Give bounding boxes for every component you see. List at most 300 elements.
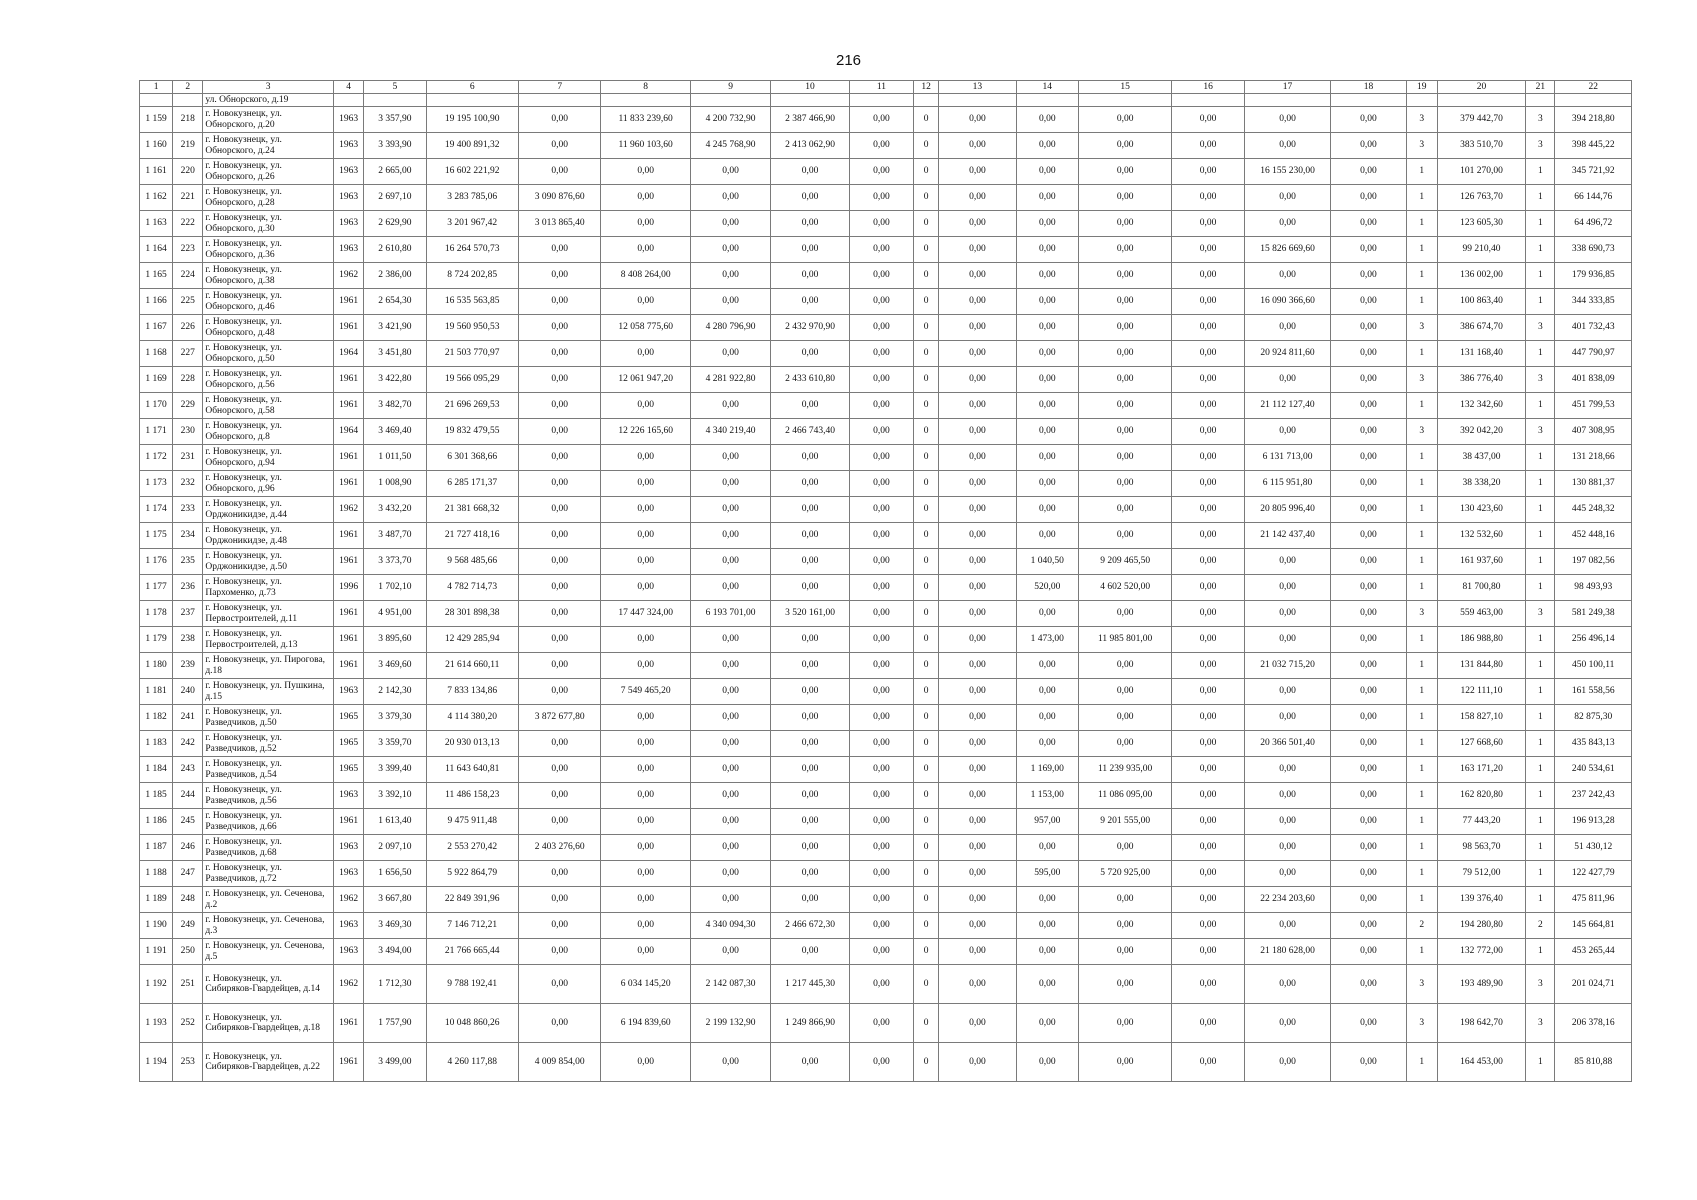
table-cell: 0,00	[690, 185, 770, 211]
table-cell: 1	[1406, 575, 1437, 601]
table-cell: 0,00	[1172, 419, 1244, 445]
table-cell: 0,00	[771, 679, 849, 705]
table-cell: 161 937,60	[1437, 549, 1525, 575]
table-cell: 0,00	[1016, 445, 1078, 471]
table-cell: 1	[1406, 731, 1437, 757]
table-cell: 0,00	[1244, 679, 1330, 705]
table-cell: 1 191	[140, 939, 173, 965]
table-cell: 0,00	[1331, 757, 1406, 783]
table-cell: 1963	[334, 237, 364, 263]
table-cell: 0,00	[849, 887, 913, 913]
table-cell: 0,00	[1016, 497, 1078, 523]
table-cell: 451 799,53	[1555, 393, 1632, 419]
table-cell: 3 667,80	[364, 887, 426, 913]
table-cell: 0,00	[1331, 731, 1406, 757]
table-cell: 0,00	[771, 341, 849, 367]
table-cell: 1962	[334, 263, 364, 289]
table-cell: 3	[1526, 315, 1555, 341]
table-cell: 0,00	[849, 1004, 913, 1043]
table-row	[140, 809, 1632, 835]
table-cell: 1	[1526, 211, 1555, 237]
table-cell: 0,00	[690, 757, 770, 783]
column-header: 7	[518, 81, 600, 94]
table-row	[140, 393, 1632, 419]
column-header: 4	[334, 81, 364, 94]
table-cell: 11 833 239,60	[601, 107, 690, 133]
table-cell: 1 173	[140, 471, 173, 497]
table-cell: 3 494,00	[364, 939, 426, 965]
table-cell: 0,00	[690, 237, 770, 263]
table-cell: 0,00	[939, 523, 1016, 549]
table-cell: 0,00	[1016, 835, 1078, 861]
address-cell: г. Новокузнецк, ул. Обнорского, д.26	[203, 159, 334, 185]
table-cell: 0,00	[939, 289, 1016, 315]
table-cell: 0,00	[601, 705, 690, 731]
table-cell: 1961	[334, 809, 364, 835]
table-cell: 0,00	[939, 211, 1016, 237]
table-cell: 0,00	[690, 1043, 770, 1082]
table-cell: 0,00	[1331, 445, 1406, 471]
table-cell: 0,00	[939, 861, 1016, 887]
table-cell: 0,00	[690, 159, 770, 185]
table-cell: 0,00	[939, 159, 1016, 185]
table-cell: 2 403 276,60	[518, 835, 600, 861]
table-cell: 232	[173, 471, 203, 497]
table-cell: 21 142 437,40	[1244, 523, 1330, 549]
column-header: 1	[140, 81, 173, 94]
table-cell: 0,00	[849, 653, 913, 679]
table-cell: 1965	[334, 705, 364, 731]
column-header: 16	[1172, 81, 1244, 94]
table-cell: 0,00	[1331, 679, 1406, 705]
table-cell: 0,00	[601, 575, 690, 601]
table-cell: 256 496,14	[1555, 627, 1632, 653]
table-cell: 0	[914, 133, 939, 159]
table-cell: 1	[1406, 471, 1437, 497]
table-cell: 0,00	[1244, 705, 1330, 731]
table-row	[140, 887, 1632, 913]
table-cell: 1 170	[140, 393, 173, 419]
address-cell: г. Новокузнецк, ул. Разведчиков, д.56	[203, 783, 334, 809]
table-cell: 196 913,28	[1555, 809, 1632, 835]
table-cell: 0,00	[939, 445, 1016, 471]
table-cell: 0	[914, 393, 939, 419]
table-cell: 0,00	[1244, 107, 1330, 133]
table-cell: 1963	[334, 185, 364, 211]
table-cell: 1 188	[140, 861, 173, 887]
table-cell: 22 234 203,60	[1244, 887, 1330, 913]
address-cell: г. Новокузнецк, ул. Разведчиков, д.68	[203, 835, 334, 861]
table-cell: 0,00	[601, 471, 690, 497]
table-cell: 7 833 134,86	[426, 679, 518, 705]
table-cell: 0,00	[771, 289, 849, 315]
table-cell: 131 168,40	[1437, 341, 1525, 367]
table-cell: 1	[1526, 887, 1555, 913]
table-cell: 0,00	[1078, 731, 1172, 757]
table-cell: 0,00	[1172, 107, 1244, 133]
table-cell: 0,00	[1244, 315, 1330, 341]
table-cell: 0,00	[771, 471, 849, 497]
table-cell: 16 602 221,92	[426, 159, 518, 185]
table-cell: 0,00	[1078, 601, 1172, 627]
table-cell: 0,00	[1244, 549, 1330, 575]
table-cell: 19 195 100,90	[426, 107, 518, 133]
table-cell: 1	[1406, 679, 1437, 705]
table-cell: 9 201 555,00	[1078, 809, 1172, 835]
table-cell: 132 342,60	[1437, 393, 1525, 419]
table-cell: 0,00	[1172, 471, 1244, 497]
table-cell: 0,00	[1244, 419, 1330, 445]
address-cell: г. Новокузнецк, ул. Разведчиков, д.72	[203, 861, 334, 887]
table-cell: 447 790,97	[1555, 341, 1632, 367]
table-cell: 0,00	[939, 133, 1016, 159]
table-cell: 4 200 732,90	[690, 107, 770, 133]
table-cell: 220	[173, 159, 203, 185]
table-cell: 386 674,70	[1437, 315, 1525, 341]
table-cell: 0,00	[939, 107, 1016, 133]
table-cell: 0,00	[771, 1043, 849, 1082]
table-cell: 233	[173, 497, 203, 523]
table-cell: 11 960 103,60	[601, 133, 690, 159]
column-header: 3	[203, 81, 334, 94]
table-cell: 1 186	[140, 809, 173, 835]
table-cell: 21 180 628,00	[1244, 939, 1330, 965]
table-cell: 0,00	[849, 731, 913, 757]
table-cell: 0,00	[1016, 705, 1078, 731]
table-cell: 0,00	[1078, 133, 1172, 159]
table-cell: 0,00	[1172, 783, 1244, 809]
table-cell: 1	[1526, 159, 1555, 185]
table-cell: 3 469,30	[364, 913, 426, 939]
table-cell: 435 843,13	[1555, 731, 1632, 757]
table-cell: 0,00	[1172, 549, 1244, 575]
table-cell: 0,00	[939, 705, 1016, 731]
table-cell: 20 924 811,60	[1244, 341, 1330, 367]
table-cell: 1	[1406, 263, 1437, 289]
table-cell: 131 218,66	[1555, 445, 1632, 471]
table-cell: 1 183	[140, 731, 173, 757]
address-cell: г. Новокузнецк, ул. Обнорского, д.28	[203, 185, 334, 211]
table-cell: 19 400 891,32	[426, 133, 518, 159]
table-cell: 240	[173, 679, 203, 705]
table-cell: 0,00	[771, 159, 849, 185]
address-cell: г. Новокузнецк, ул. Орджоникидзе, д.50	[203, 549, 334, 575]
table-cell: 0,00	[849, 627, 913, 653]
table-cell: 0,00	[601, 887, 690, 913]
table-cell: 0,00	[601, 211, 690, 237]
table-cell: 223	[173, 237, 203, 263]
table-cell: 957,00	[1016, 809, 1078, 835]
table-cell: 2 466 672,30	[771, 913, 849, 939]
table-cell: 0,00	[1078, 705, 1172, 731]
address-cell: г. Новокузнецк, ул. Обнорского, д.36	[203, 237, 334, 263]
table-cell: 3 469,60	[364, 653, 426, 679]
table-cell: 1963	[334, 835, 364, 861]
table-cell: 0,00	[1172, 133, 1244, 159]
table-cell: 383 510,70	[1437, 133, 1525, 159]
column-header: 22	[1555, 81, 1632, 94]
table-cell: 0,00	[849, 523, 913, 549]
table-cell: 1 179	[140, 627, 173, 653]
table-cell: 0,00	[690, 783, 770, 809]
table-cell: 3	[1526, 965, 1555, 1004]
table-cell: 0,00	[1078, 263, 1172, 289]
table-cell: 0,00	[518, 471, 600, 497]
table-cell: 0,00	[1078, 341, 1172, 367]
table-cell: 0,00	[849, 159, 913, 185]
column-header: 13	[939, 81, 1016, 94]
table-cell: 253	[173, 1043, 203, 1082]
table-cell: 3	[1526, 133, 1555, 159]
table-cell: 0,00	[601, 549, 690, 575]
table-cell: 394 218,80	[1555, 107, 1632, 133]
table-cell: 82 875,30	[1555, 705, 1632, 731]
table-cell: 3 283 785,06	[426, 185, 518, 211]
table-cell: 0,00	[1172, 211, 1244, 237]
table-cell: 0,00	[1016, 185, 1078, 211]
table-cell: 1	[1406, 861, 1437, 887]
table-cell: 0,00	[1331, 341, 1406, 367]
table-cell: 226	[173, 315, 203, 341]
table-cell: 0,00	[601, 523, 690, 549]
table-cell: 0,00	[1172, 237, 1244, 263]
column-header: 6	[426, 81, 518, 94]
table-cell: 0,00	[939, 471, 1016, 497]
table-cell: 1 167	[140, 315, 173, 341]
table-cell: 1961	[334, 367, 364, 393]
table-cell: 237 242,43	[1555, 783, 1632, 809]
table-cell: 6 285 171,37	[426, 471, 518, 497]
table-cell: 1 175	[140, 523, 173, 549]
table-cell: 0,00	[1078, 965, 1172, 1004]
table-cell: 0,00	[771, 783, 849, 809]
table-cell: 0,00	[1172, 341, 1244, 367]
table-cell: 0	[914, 1004, 939, 1043]
table-cell: 1	[1526, 289, 1555, 315]
table-cell: 0,00	[1016, 1043, 1078, 1082]
table-cell: 1	[1526, 575, 1555, 601]
table-cell: 77 443,20	[1437, 809, 1525, 835]
table-cell: 1961	[334, 1004, 364, 1043]
table-cell: 2	[1526, 913, 1555, 939]
table-cell: 0,00	[1078, 497, 1172, 523]
table-cell: 251	[173, 965, 203, 1004]
table-cell: 219	[173, 133, 203, 159]
table-cell: 0,00	[518, 315, 600, 341]
table-cell: 1 181	[140, 679, 173, 705]
table-cell: 0,00	[518, 341, 600, 367]
table-cell: 0	[914, 341, 939, 367]
table-cell: 0,00	[1172, 263, 1244, 289]
table-cell: 0,00	[1331, 913, 1406, 939]
table-cell: 3	[1526, 367, 1555, 393]
table-cell: 0	[914, 315, 939, 341]
table-cell: 0,00	[1172, 1043, 1244, 1082]
table-cell: 0,00	[518, 1004, 600, 1043]
table-row	[140, 523, 1632, 549]
table-cell: 6 194 839,60	[601, 1004, 690, 1043]
table-cell: 0,00	[771, 861, 849, 887]
table-cell: 0,00	[1331, 237, 1406, 263]
table-cell: 0,00	[1331, 211, 1406, 237]
table-cell: 0,00	[1078, 653, 1172, 679]
table-cell: 450 100,11	[1555, 653, 1632, 679]
table-cell: 6 115 951,80	[1244, 471, 1330, 497]
table-cell: 0,00	[771, 757, 849, 783]
table-cell: 6 034 145,20	[601, 965, 690, 1004]
table-cell: 0,00	[849, 315, 913, 341]
table-cell: 0,00	[771, 653, 849, 679]
table-cell: 11 239 935,00	[1078, 757, 1172, 783]
table-cell: 0,00	[1172, 653, 1244, 679]
table-cell: 11 985 801,00	[1078, 627, 1172, 653]
table-cell: 0,00	[690, 887, 770, 913]
table-cell: 0,00	[1078, 471, 1172, 497]
table-cell: 139 376,40	[1437, 887, 1525, 913]
table-cell: 0,00	[1172, 861, 1244, 887]
table-cell: 0,00	[690, 211, 770, 237]
table-cell: 0,00	[1172, 523, 1244, 549]
table-cell: 0,00	[939, 627, 1016, 653]
table-cell: 0,00	[939, 237, 1016, 263]
table-cell: 64 496,72	[1555, 211, 1632, 237]
table-cell: 66 144,76	[1555, 185, 1632, 211]
table-row	[140, 185, 1632, 211]
table-cell: 0,00	[518, 107, 600, 133]
table-cell: 1 702,10	[364, 575, 426, 601]
table-cell: 0,00	[1244, 575, 1330, 601]
column-number-header	[140, 81, 1632, 94]
table-cell: 22 849 391,96	[426, 887, 518, 913]
table-cell: 0,00	[518, 965, 600, 1004]
table-cell: 0,00	[518, 419, 600, 445]
table-cell: 2 142,30	[364, 679, 426, 705]
table-cell: 0,00	[1244, 367, 1330, 393]
table-cell: 0,00	[1078, 445, 1172, 471]
continuation-row	[140, 94, 1632, 107]
table-cell: 1	[1406, 705, 1437, 731]
table-cell: 0,00	[518, 783, 600, 809]
table-cell: 0,00	[849, 939, 913, 965]
table-row	[140, 835, 1632, 861]
table-cell: 1	[1526, 237, 1555, 263]
table-cell: 0,00	[1078, 185, 1172, 211]
table-cell: 228	[173, 367, 203, 393]
table-cell: 0,00	[518, 445, 600, 471]
table-cell: 16 264 570,73	[426, 237, 518, 263]
table-cell: 0,00	[601, 497, 690, 523]
table-cell: 0,00	[518, 263, 600, 289]
table-cell: 0,00	[1078, 1004, 1172, 1043]
table-cell: 145 664,81	[1555, 913, 1632, 939]
table-cell: 194 280,80	[1437, 913, 1525, 939]
table-cell: 0,00	[1331, 549, 1406, 575]
table-cell: 0,00	[1016, 887, 1078, 913]
table-cell: 0,00	[1016, 237, 1078, 263]
table-cell: 0,00	[1331, 133, 1406, 159]
table-cell: 4 951,00	[364, 601, 426, 627]
table-cell: 1	[1406, 1043, 1437, 1082]
address-cell: г. Новокузнецк, ул. Сибиряков-Гвардейцев, д.18	[203, 1004, 334, 1043]
table-cell: 401 838,09	[1555, 367, 1632, 393]
table-row	[140, 133, 1632, 159]
table-cell: 3 013 865,40	[518, 211, 600, 237]
table-cell: 0	[914, 107, 939, 133]
table-cell: 0,00	[1331, 601, 1406, 627]
table-cell: 0,00	[939, 939, 1016, 965]
table-cell: 3 895,60	[364, 627, 426, 653]
table-cell: 1965	[334, 731, 364, 757]
table-cell: 3 379,30	[364, 705, 426, 731]
table-cell: 1963	[334, 913, 364, 939]
table-cell: 1	[1406, 939, 1437, 965]
table-cell: 0,00	[849, 965, 913, 1004]
table-cell: 229	[173, 393, 203, 419]
table-cell: 3 090 876,60	[518, 185, 600, 211]
table-cell: 1 153,00	[1016, 783, 1078, 809]
table-cell: 0,00	[1331, 783, 1406, 809]
table-cell: 0,00	[771, 523, 849, 549]
table-cell: 0,00	[771, 549, 849, 575]
table-cell: 3	[1406, 107, 1437, 133]
table-cell: 0	[914, 653, 939, 679]
table-cell: 16 155 230,00	[1244, 159, 1330, 185]
table-cell: 0,00	[1244, 627, 1330, 653]
table-cell: 0,00	[1016, 133, 1078, 159]
column-header: 15	[1078, 81, 1172, 94]
table-cell: 0,00	[849, 211, 913, 237]
table-cell: 1961	[334, 315, 364, 341]
table-cell: 242	[173, 731, 203, 757]
table-cell: 0,00	[601, 289, 690, 315]
table-cell: 0,00	[849, 237, 913, 263]
table-cell: 2 433 610,80	[771, 367, 849, 393]
table-cell: 0,00	[601, 731, 690, 757]
address-cell: г. Новокузнецк, ул. Обнорского, д.50	[203, 341, 334, 367]
table-cell: 0,00	[1172, 835, 1244, 861]
table-cell: 3 421,90	[364, 315, 426, 341]
table-cell: 1	[1526, 185, 1555, 211]
table-cell: 2 466 743,40	[771, 419, 849, 445]
table-cell: 162 820,80	[1437, 783, 1525, 809]
table-cell: 1 712,30	[364, 965, 426, 1004]
table-cell: 0,00	[601, 757, 690, 783]
table-cell: 0,00	[601, 185, 690, 211]
table-cell: 123 605,30	[1437, 211, 1525, 237]
table-cell: 0,00	[1078, 419, 1172, 445]
address-cell: г. Новокузнецк, ул. Сибиряков-Гвардейцев, д.22	[203, 1043, 334, 1082]
table-cell: 559 463,00	[1437, 601, 1525, 627]
table-cell: 0,00	[1078, 913, 1172, 939]
table-cell: 0,00	[771, 237, 849, 263]
column-header: 21	[1526, 81, 1555, 94]
table-cell: 4 340 219,40	[690, 419, 770, 445]
table-cell: 0,00	[1016, 523, 1078, 549]
table-cell: 0,00	[518, 757, 600, 783]
table-cell: 0,00	[518, 159, 600, 185]
table-cell: 21 766 665,44	[426, 939, 518, 965]
table-cell: 9 475 911,48	[426, 809, 518, 835]
table-cell: 0,00	[771, 445, 849, 471]
table-cell: 238	[173, 627, 203, 653]
table-cell: 0,00	[939, 549, 1016, 575]
table-cell: 0	[914, 861, 939, 887]
table-cell: 0,00	[939, 1043, 1016, 1082]
table-cell: 392 042,20	[1437, 419, 1525, 445]
table-cell: 3 393,90	[364, 133, 426, 159]
table-cell: 1964	[334, 419, 364, 445]
table-cell: 0,00	[1078, 289, 1172, 315]
